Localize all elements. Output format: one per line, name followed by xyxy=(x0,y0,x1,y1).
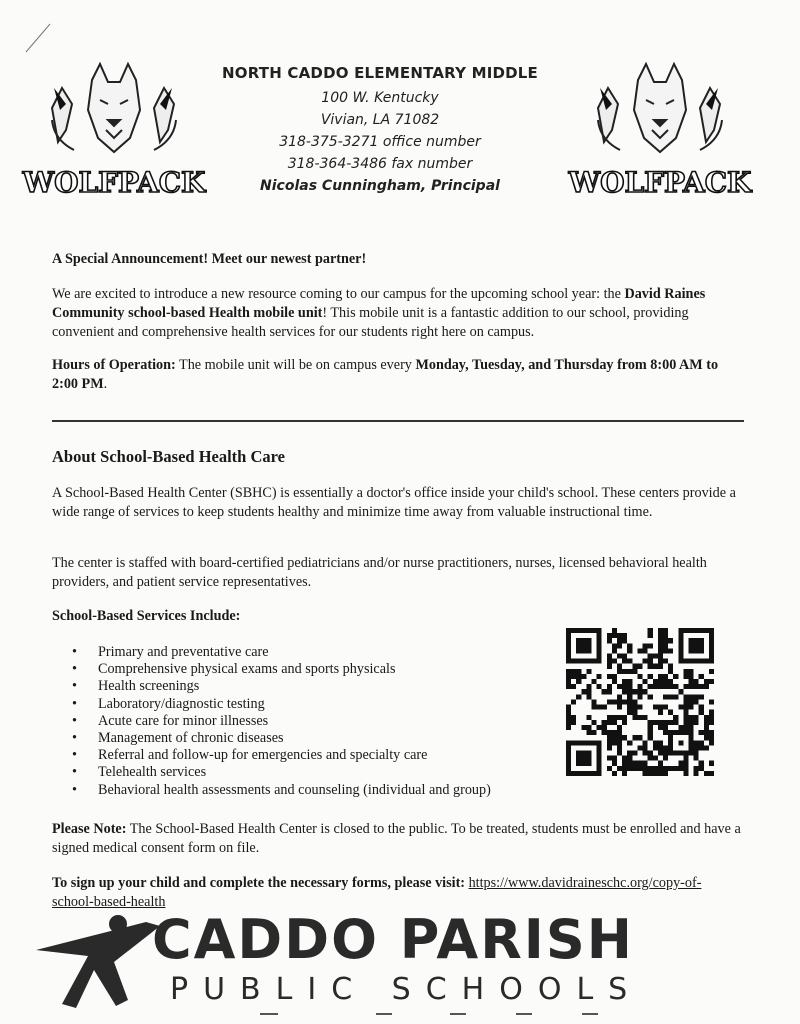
services-heading: School-Based Services Include: xyxy=(52,608,241,624)
footer-subtitle: PUBLIC SCHOOLS xyxy=(170,972,643,1007)
about-paragraph-1: A School-Based Health Center (SBHC) is essentially a doctor's office inside your child's school. These centers provide a wide range of services to keep students healthy and minimize time away from valuable instructional time. xyxy=(52,485,736,520)
signup-link[interactable]: https://www.davidraineschc.org/copy-of-school-based-health xyxy=(52,875,702,910)
announcement-heading: A Special Announcement! Meet our newest partner! xyxy=(52,251,367,267)
fax-phone: 318-364-3486 fax number xyxy=(287,156,473,172)
svg-text:WOLFPACK: WOLFPACK xyxy=(568,166,752,199)
scan-mark xyxy=(24,22,54,54)
about-paragraph-2: The center is staffed with board-certified pediatricians and/or nurse practitioners, nurses, licensed behavioral health providers, and patient service representatives. xyxy=(52,555,707,590)
office-phone: 318-375-3271 office number xyxy=(279,134,481,150)
intro-text: We are excited to introduce a new resource coming to our campus for the upcoming school year: the xyxy=(52,286,625,302)
address-line-1: 100 W. Kentucky xyxy=(321,90,439,106)
signup-text: To sign up your child and complete the necessary forms, please visit: xyxy=(52,875,469,891)
note-text: The School-Based Health Center is closed to the public. To be treated, students must be enrolled and have a signed medical consent form on file. xyxy=(52,821,741,856)
hours-text-end: . xyxy=(103,376,108,392)
hours-days: Monday, Tuesday, and Thursday from 8:00 AM to 2:00 PM xyxy=(52,357,719,392)
service-item: • Management of chronic diseases xyxy=(54,730,491,747)
mobile-unit-name: David Raines Community school-based Health mobile unit xyxy=(52,286,706,321)
wolfpack-logo-right xyxy=(568,60,752,210)
principal-name: Nicolas Cunningham, Principal xyxy=(260,178,500,194)
service-item: • Primary and preventative care xyxy=(54,644,491,661)
hours-of-operation xyxy=(52,356,742,394)
hours-text: The mobile unit will be on campus every xyxy=(175,357,416,373)
service-item: • Health screenings xyxy=(54,678,491,695)
footer-title: CADDO PARISH xyxy=(152,908,634,971)
address-line-2: Vivian, LA 71082 xyxy=(320,112,440,128)
about-heading: About School-Based Health Care xyxy=(52,447,285,466)
intro-text-end: ! This mobile unit is a fantastic addition to our school, providing convenient and comprehensive health services for our students right here on campus. xyxy=(52,305,689,340)
runner-icon xyxy=(36,915,160,1008)
school-name: NORTH CADDO ELEMENTARY MIDDLE xyxy=(222,64,538,82)
service-item: • Telehealth services xyxy=(54,764,491,781)
service-item: • Behavioral health assessments and counseling (individual and group) xyxy=(54,782,491,799)
service-item: • Acute care for minor illnesses xyxy=(54,713,491,730)
note-label: Please Note: xyxy=(52,821,127,837)
qr-code xyxy=(566,628,714,776)
service-item: • Laboratory/diagnostic testing xyxy=(54,696,491,713)
school-letterhead xyxy=(200,64,560,197)
please-note xyxy=(52,820,742,858)
hours-label: Hours of Operation: xyxy=(52,357,176,373)
services-list xyxy=(54,644,491,799)
wolfpack-logo-left xyxy=(22,60,206,210)
service-item: • Comprehensive physical exams and sports physicals xyxy=(54,661,491,678)
section-divider xyxy=(52,420,744,422)
announcement-intro xyxy=(52,285,742,342)
svg-text:WOLFPACK: WOLFPACK xyxy=(22,166,206,199)
service-item: • Referral and follow-up for emergencies and specialty care xyxy=(54,747,491,764)
